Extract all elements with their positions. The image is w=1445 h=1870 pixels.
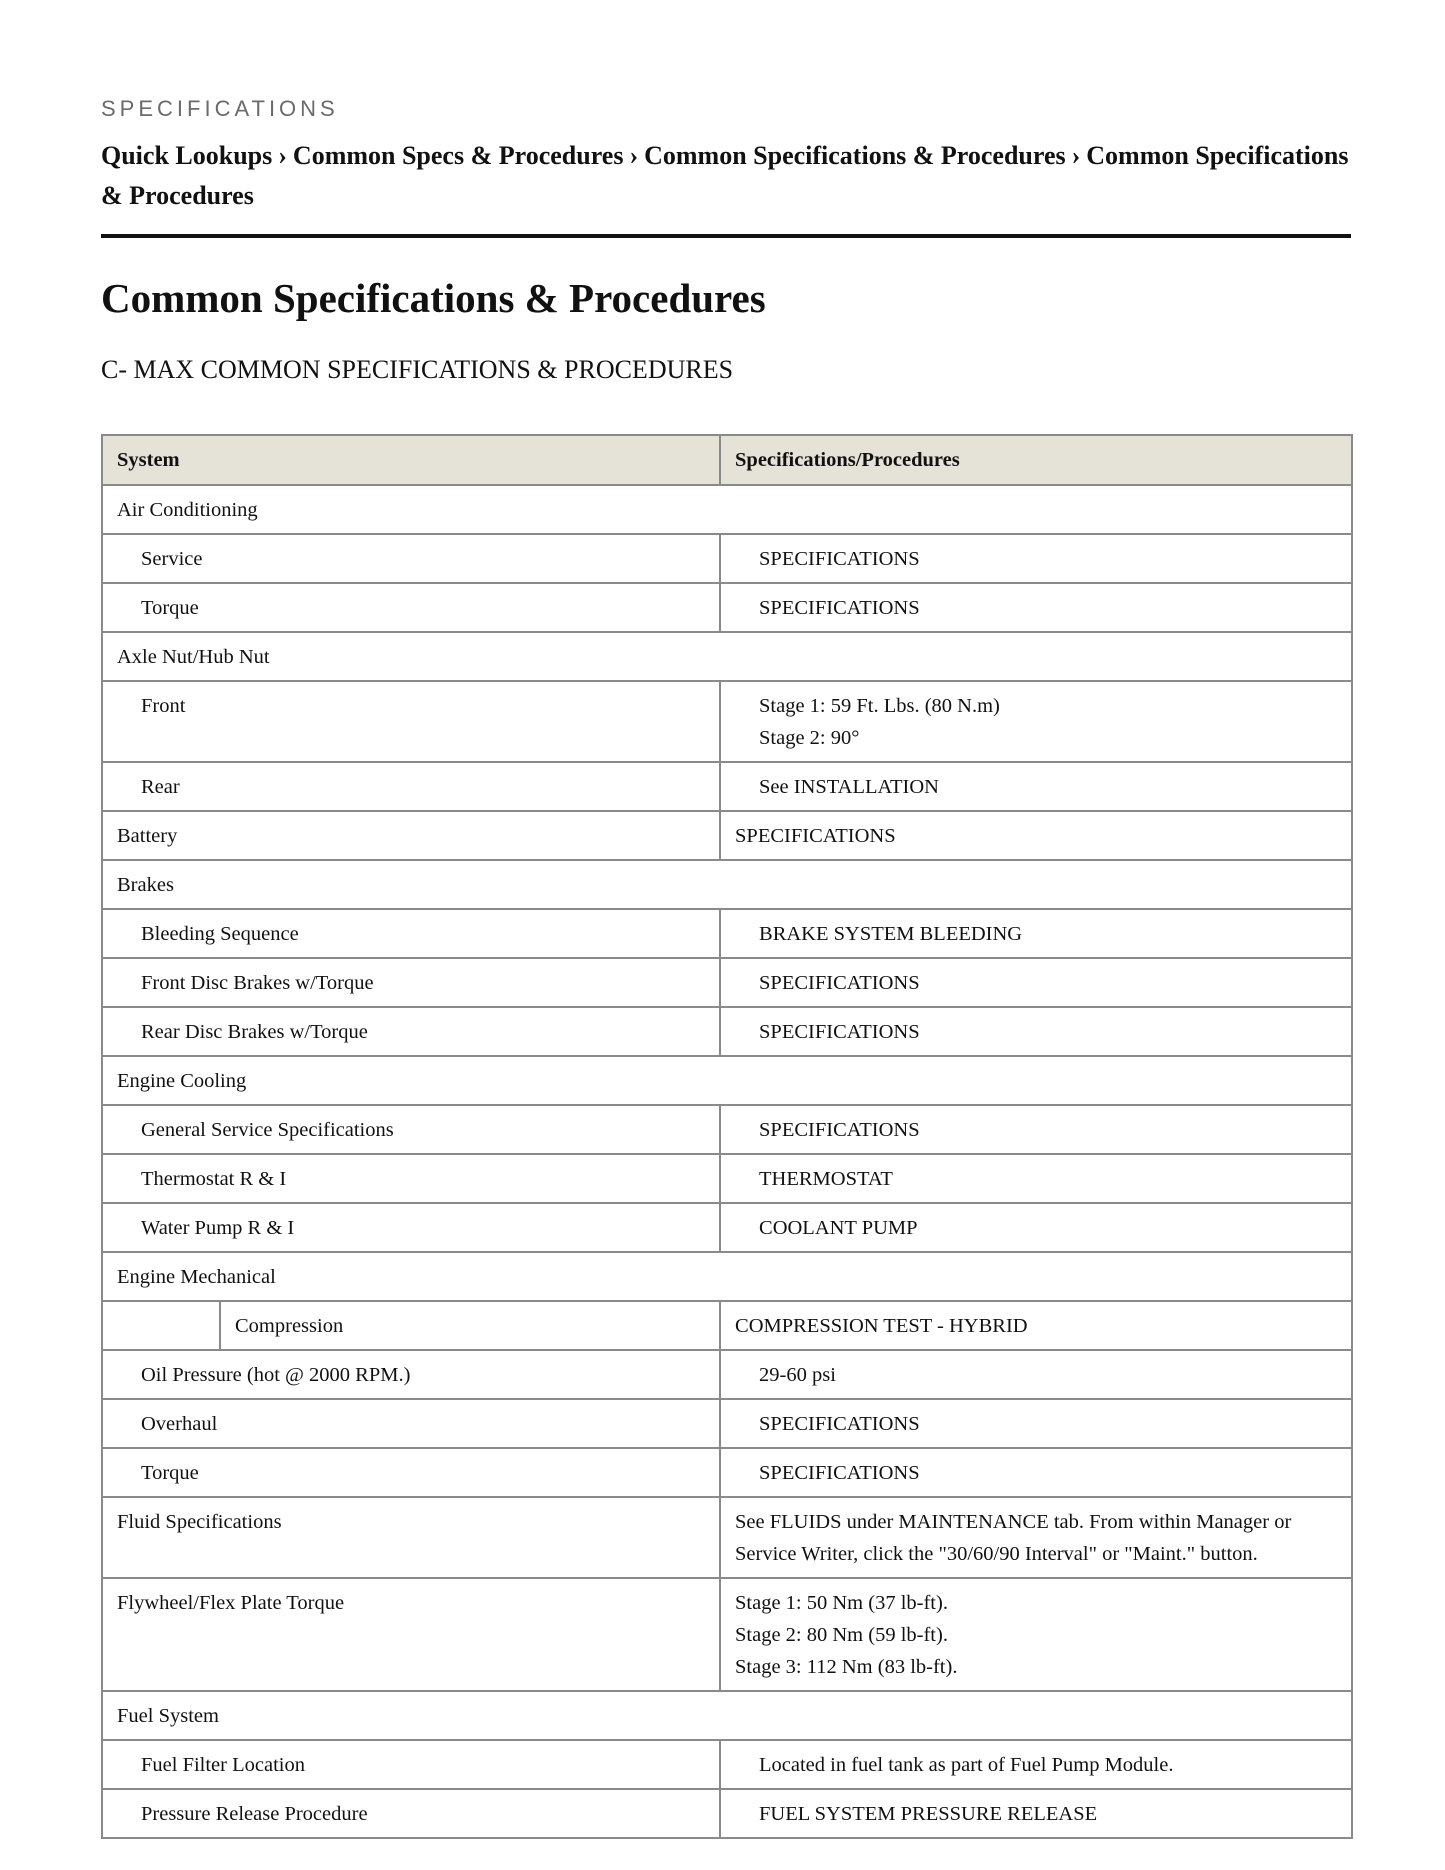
system-cell: Oil Pressure (hot @ 2000 RPM.) [102,1350,720,1399]
specification-text[interactable]: THERMOSTAT [759,1168,893,1190]
specification-cell [720,1203,1352,1252]
system-cell: Bleeding Sequence [102,909,720,958]
table-row [102,1399,1352,1448]
specification-cell [720,534,1352,583]
section-kicker: SPECIFICATIONS [101,96,339,121]
table-row [102,1691,1352,1740]
table-row [102,1203,1352,1252]
specification-text[interactable]: BRAKE SYSTEM BLEEDING [759,923,1023,945]
specification-cell [720,1350,1352,1399]
specification-text[interactable]: COOLANT PUMP [759,1217,918,1239]
table-row [102,909,1352,958]
page-title: Common Specifications & Procedures [101,275,766,321]
group-heading-cell: Fuel System [102,1691,1352,1740]
breadcrumb-item-current[interactable]: Common Specifications & Procedures [101,141,1349,210]
column-header-specifications: Specifications/Procedures [720,435,1352,485]
system-cell: Compression [220,1301,720,1350]
system-cell: Front [102,681,720,762]
specification-text[interactable]: SPECIFICATIONS [759,1413,920,1435]
table-row [102,1154,1352,1203]
table-row [102,1252,1352,1301]
system-cell: Fuel Filter Location [102,1740,720,1789]
table-row [102,1301,1352,1350]
table-row [102,534,1352,583]
specification-cell [720,1007,1352,1056]
specification-text[interactable]: SPECIFICATIONS [759,548,920,570]
specification-text: Stage 2: 90° [759,727,860,749]
specification-text[interactable]: FUEL SYSTEM PRESSURE RELEASE [759,1803,1098,1825]
system-cell: Thermostat R & I [102,1154,720,1203]
specification-text: Stage 1: 59 Ft. Lbs. (80 N.m) [759,695,1000,717]
breadcrumb-item-common-specs[interactable]: Common Specs & Procedures [292,141,624,170]
table-row [102,583,1352,632]
specification-cell [720,811,1352,860]
page-subtitle: C- MAX COMMON SPECIFICATIONS & PROCEDURES [101,355,734,384]
specification-cell [720,958,1352,1007]
specifications-table [101,434,1353,1839]
empty-cell [102,1301,220,1350]
column-header-system: System [102,435,720,485]
system-cell: Overhaul [102,1399,720,1448]
specification-text: See FLUIDS under MAINTENANCE tab. From within Manager or Service Writer, click the "30/60/90 Interval" or "Maint." button. [735,1511,1292,1565]
system-cell: Flywheel/Flex Plate Torque [102,1578,720,1691]
system-cell: Rear [102,762,720,811]
system-cell: Fluid Specifications [102,1497,720,1578]
table-row [102,681,1352,762]
table-row [102,1105,1352,1154]
system-cell: General Service Specifications [102,1105,720,1154]
system-cell: Water Pump R & I [102,1203,720,1252]
breadcrumb-item-quick-lookups[interactable]: Quick Lookups [101,141,273,170]
system-cell: Pressure Release Procedure [102,1789,720,1838]
group-heading-cell: Air Conditioning [102,485,1352,534]
specification-cell [720,762,1352,811]
specification-text: Located in fuel tank as part of Fuel Pump Module. [759,1754,1174,1776]
breadcrumb-item-common-specifications[interactable]: Common Specifications & Procedures [644,141,1066,170]
group-heading-cell: Brakes [102,860,1352,909]
specification-cell [720,1497,1352,1578]
table-row [102,762,1352,811]
table-row [102,1578,1352,1691]
table-row [102,1497,1352,1578]
table-row [102,860,1352,909]
breadcrumb-separator: › [278,141,287,170]
system-cell: Front Disc Brakes w/Torque [102,958,720,1007]
specification-text[interactable]: See INSTALLATION [759,776,939,798]
table-row [102,1740,1352,1789]
specification-cell [720,1789,1352,1838]
system-cell: Rear Disc Brakes w/Torque [102,1007,720,1056]
specification-cell [720,1154,1352,1203]
table-row [102,632,1352,681]
specification-text[interactable]: SPECIFICATIONS [759,972,920,994]
specification-text[interactable]: SPECIFICATIONS [735,825,896,847]
specification-text: Stage 2: 80 Nm (59 lb-ft). [735,1624,948,1646]
group-heading-cell: Axle Nut/Hub Nut [102,632,1352,681]
table-row [102,1448,1352,1497]
specification-text[interactable]: SPECIFICATIONS [759,597,920,619]
specification-cell [720,1301,1352,1350]
group-heading-cell: Engine Mechanical [102,1252,1352,1301]
specification-cell [720,1578,1352,1691]
specification-cell [720,1399,1352,1448]
table-header-row [102,435,1352,485]
breadcrumb [101,136,1351,238]
table-row [102,958,1352,1007]
table-row [102,485,1352,534]
table-row [102,1789,1352,1838]
specification-text[interactable]: SPECIFICATIONS [759,1021,920,1043]
specification-cell [720,909,1352,958]
specification-text[interactable]: SPECIFICATIONS [759,1462,920,1484]
table-body [102,485,1352,1838]
specification-text: Stage 3: 112 Nm (83 lb-ft). [735,1656,958,1678]
table-row [102,811,1352,860]
table-row [102,1056,1352,1105]
breadcrumb-separator: › [1071,141,1081,170]
specification-text[interactable]: COMPRESSION TEST - HYBRID [735,1315,1028,1337]
specification-text: Stage 1: 50 Nm (37 lb-ft). [735,1592,948,1614]
breadcrumb-separator: › [629,141,639,170]
table-row [102,1350,1352,1399]
specification-cell [720,1105,1352,1154]
system-cell: Torque [102,1448,720,1497]
specification-cell [720,583,1352,632]
specification-text: 29-60 psi [759,1364,836,1386]
specification-text[interactable]: SPECIFICATIONS [759,1119,920,1141]
specification-cell [720,1448,1352,1497]
specification-cell [720,681,1352,762]
group-heading-cell: Engine Cooling [102,1056,1352,1105]
system-cell: Torque [102,583,720,632]
page [101,0,1351,1839]
specification-cell [720,1740,1352,1789]
system-cell: Service [102,534,720,583]
system-cell: Battery [102,811,720,860]
table-row [102,1007,1352,1056]
